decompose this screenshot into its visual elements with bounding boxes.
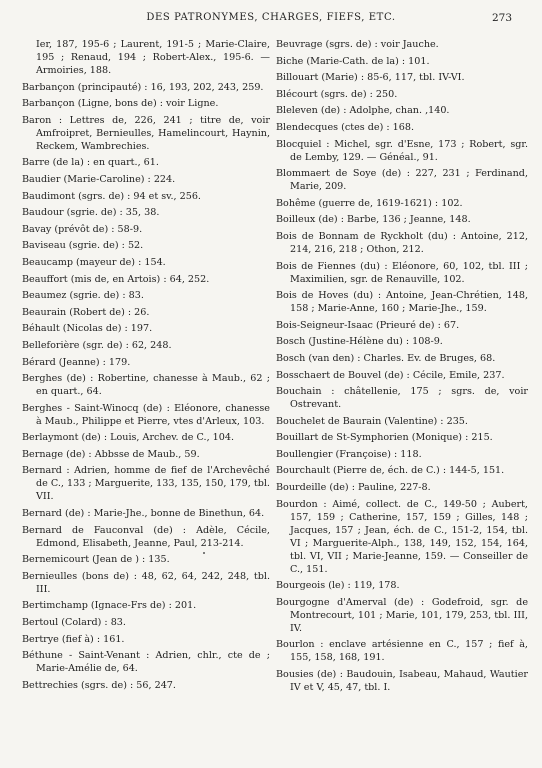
index-entry: Boullengier (Françoise) : 118. <box>276 448 422 460</box>
index-entry: Bourchault (Pierre de, éch. de C.) : 144-5, 151. <box>276 465 505 477</box>
index-entry: Ier, 187, 195-6 ; Laurent, 191-5 ; Marie-Claire, 195 ; Renaud, 194 ; Robert-Alex., 195-6. — Armoiries, 188. <box>36 39 270 76</box>
index-entry: Bernard (de) : Marie-Jhe., bonne de Binethun, 64. <box>22 508 265 520</box>
index-entry: Berghes - Saint-Winocq (de) : Eléonore, chanesse à Maub., Philippe et Pierre, vtes d'Arleux, 103. <box>22 402 270 427</box>
index-entry: Bertrye (fief à) : 161. <box>22 633 125 645</box>
index-entry: Bosch (Justine-Hélène du) : 108-9. <box>276 336 443 348</box>
index-entry: Bernard : Adrien, homme de fief de l'Archevêché de C., 133 ; Marguerite, 133, 135, 150, 179, tbl. VII. <box>22 465 270 503</box>
index-entry: Barbançon (principauté) : 16, 193, 202, 243, 259. <box>22 81 264 93</box>
index-entry: Bertimchamp (Ignace-Frs de) : 201. <box>22 600 197 612</box>
index-entry: Bleleven (de) : Adolphe, chan. ,140. <box>276 105 450 117</box>
index-entry: Billouart (Marie) : 85-6, 117, tbl. IV-VI. <box>276 72 465 84</box>
ink-speck <box>203 552 205 554</box>
index-entry: Bernard de Fauconval (de) : Adèle, Cécile, Edmond, Elisabeth, Jeanne, Paul, 213-214. <box>22 524 270 549</box>
index-entry: Baron : Lettres de, 226, 241 ; titre de, voir Amfroipret, Bernieulles, Hamelincourt, Haynin, Reckem, Wambrechies. <box>22 114 270 152</box>
index-entry: Boilleux (de) : Barbe, 136 ; Jeanne, 148. <box>276 214 471 226</box>
index-entry: Bernieulles (bons de) : 48, 62, 64, 242, 248, tbl. III. <box>22 570 270 595</box>
index-entry: Bourlon : enclave artésienne en C., 157 ; fief à, 155, 158, 168, 191. <box>276 639 528 664</box>
index-entry: Blécourt (sgrs. de) : 250. <box>276 88 398 100</box>
index-entry: Beuvrage (sgrs. de) : voir Jauche. <box>276 39 439 50</box>
index-entry: Bourdeille (de) : Pauline, 227-8. <box>276 482 431 494</box>
index-entry: Bourdon : Aimé, collect. de C., 149-50 ; Aubert, 157, 159 ; Catherine, 157, 159 ; Gilles, 148 ; Jacques, 157 ; Jean, éch. de C., 151-2, 154, tbl. VI ; Marguerite-Alph., 138, 149, 152, 154, 164, tbl. VI, VII ; Marie-Jeanne, 159. — Conseiller de C., 151. <box>276 498 528 575</box>
index-entry: Bérard (Jeanne) : 179. <box>22 356 131 368</box>
index-entry: Belleforière (sgr. de) : 62, 248. <box>22 339 172 351</box>
index-entry: Biche (Marie-Cath. de la) : 101. <box>276 55 430 67</box>
index-entry: Bertoul (Colard) : 83. <box>22 617 126 629</box>
index-entry: Blendecques (ctes de) : 168. <box>276 121 415 133</box>
index-entry: Blommaert de Soye (de) : 227, 231 ; Ferdinand, Marie, 209. <box>276 168 528 193</box>
left-column <box>22 38 270 695</box>
index-entry: Béhault (Nicolas de) : 197. <box>22 323 153 335</box>
index-entry: Bavay (prévôt de) : 58-9. <box>22 223 143 235</box>
index-entry: Bernemicourt (Jean de ) : 135. <box>22 554 170 566</box>
index-entry: Bois de Bonnam de Ryckholt (du) : Antoine, 212, 214, 216, 218 ; Othon, 212. <box>276 230 528 255</box>
index-entry: Bernage (de) : Abbsse de Maub., 59. <box>22 448 200 460</box>
index-entry: Beaumez (sgrie. de) : 83. <box>22 290 144 302</box>
index-entry: Baudier (Marie-Caroline) : 224. <box>22 173 176 185</box>
index-entry: Barbançon (Ligne, bons de) : voir Ligne. <box>22 98 219 110</box>
index-entry: Bousies (de) : Baudouin, Isabeau, Mahaud, Wautier IV et V, 45, 47, tbl. I. <box>276 669 528 694</box>
index-entry: Bouchain : châtellenie, 175 ; sgrs. de, voir Ostrevant. <box>276 386 528 411</box>
index-entry: Bois-Seigneur-Isaac (Prieuré de) : 67. <box>276 319 460 331</box>
index-entry: Béthune - Saint-Venant : Adrien, chlr., cte de ; Marie-Amélie de, 64. <box>22 650 270 675</box>
right-column <box>276 38 528 698</box>
index-entry: Blocquiel : Michel, sgr. d'Esne, 173 ; Robert, sgr. de Lemby, 129. — Généal., 91. <box>276 138 528 163</box>
index-entry: Bourgeois (le) : 119, 178. <box>276 580 400 592</box>
running-head: DES PATRONYMES, CHARGES, FIEFS, ETC. <box>146 12 396 23</box>
index-entry: Bosch (van den) : Charles. Ev. de Bruges, 68. <box>276 352 496 364</box>
index-entry: Bettrechies (sgrs. de) : 56, 247. <box>22 679 176 691</box>
index-entry: Bois de Hoves (du) : Antoine, Jean-Chrétien, 148, 158 ; Marie-Anne, 160 ; Marie-Jhe., 159. <box>276 290 528 315</box>
index-entry: Baudour (sgrie. de) : 35, 38. <box>22 207 160 219</box>
index-entry: Baviseau (sgrie. de) : 52. <box>22 240 144 252</box>
index-entry: Baudimont (sgrs. de) : 94 et sv., 256. <box>22 190 201 202</box>
index-entry: Barre (de la) : en quart., 61. <box>22 157 159 169</box>
index-entry: Bosschaert de Bouvel (de) : Cécile, Emile, 237. <box>276 369 505 381</box>
index-entry: Bohême (guerre de, 1619-1621) : 102. <box>276 197 463 209</box>
index-entry: Berghes (de) : Robertine, chanesse à Maub., 62 ; en quart., 64. <box>22 373 270 398</box>
index-entry: Bois de Fiennes (du) : Eléonore, 60, 102, tbl. III ; Maximilien, sgr. de Renauville, 102. <box>276 260 528 285</box>
index-entry: Beauffort (mis de, en Artois) : 64, 252. <box>22 273 210 285</box>
index-entry: Bouillart de St-Symphorien (Monique) : 215. <box>276 432 493 444</box>
index-entry: Bouchelet de Baurain (Valentine) : 235. <box>276 415 468 427</box>
index-entry: Beaurain (Robert de) : 26. <box>22 306 150 318</box>
index-entry: Berlaymont (de) : Louis, Archev. de C., 104. <box>22 432 235 444</box>
page-number: 273 <box>491 12 512 24</box>
index-entry: Beaucamp (mayeur de) : 154. <box>22 256 166 268</box>
index-entry: Bourgogne d'Amerval (de) : Godefroid, sgr. de Montrecourt, 101 ; Marie, 101, 179, 253, tbl. III, IV. <box>276 596 528 634</box>
